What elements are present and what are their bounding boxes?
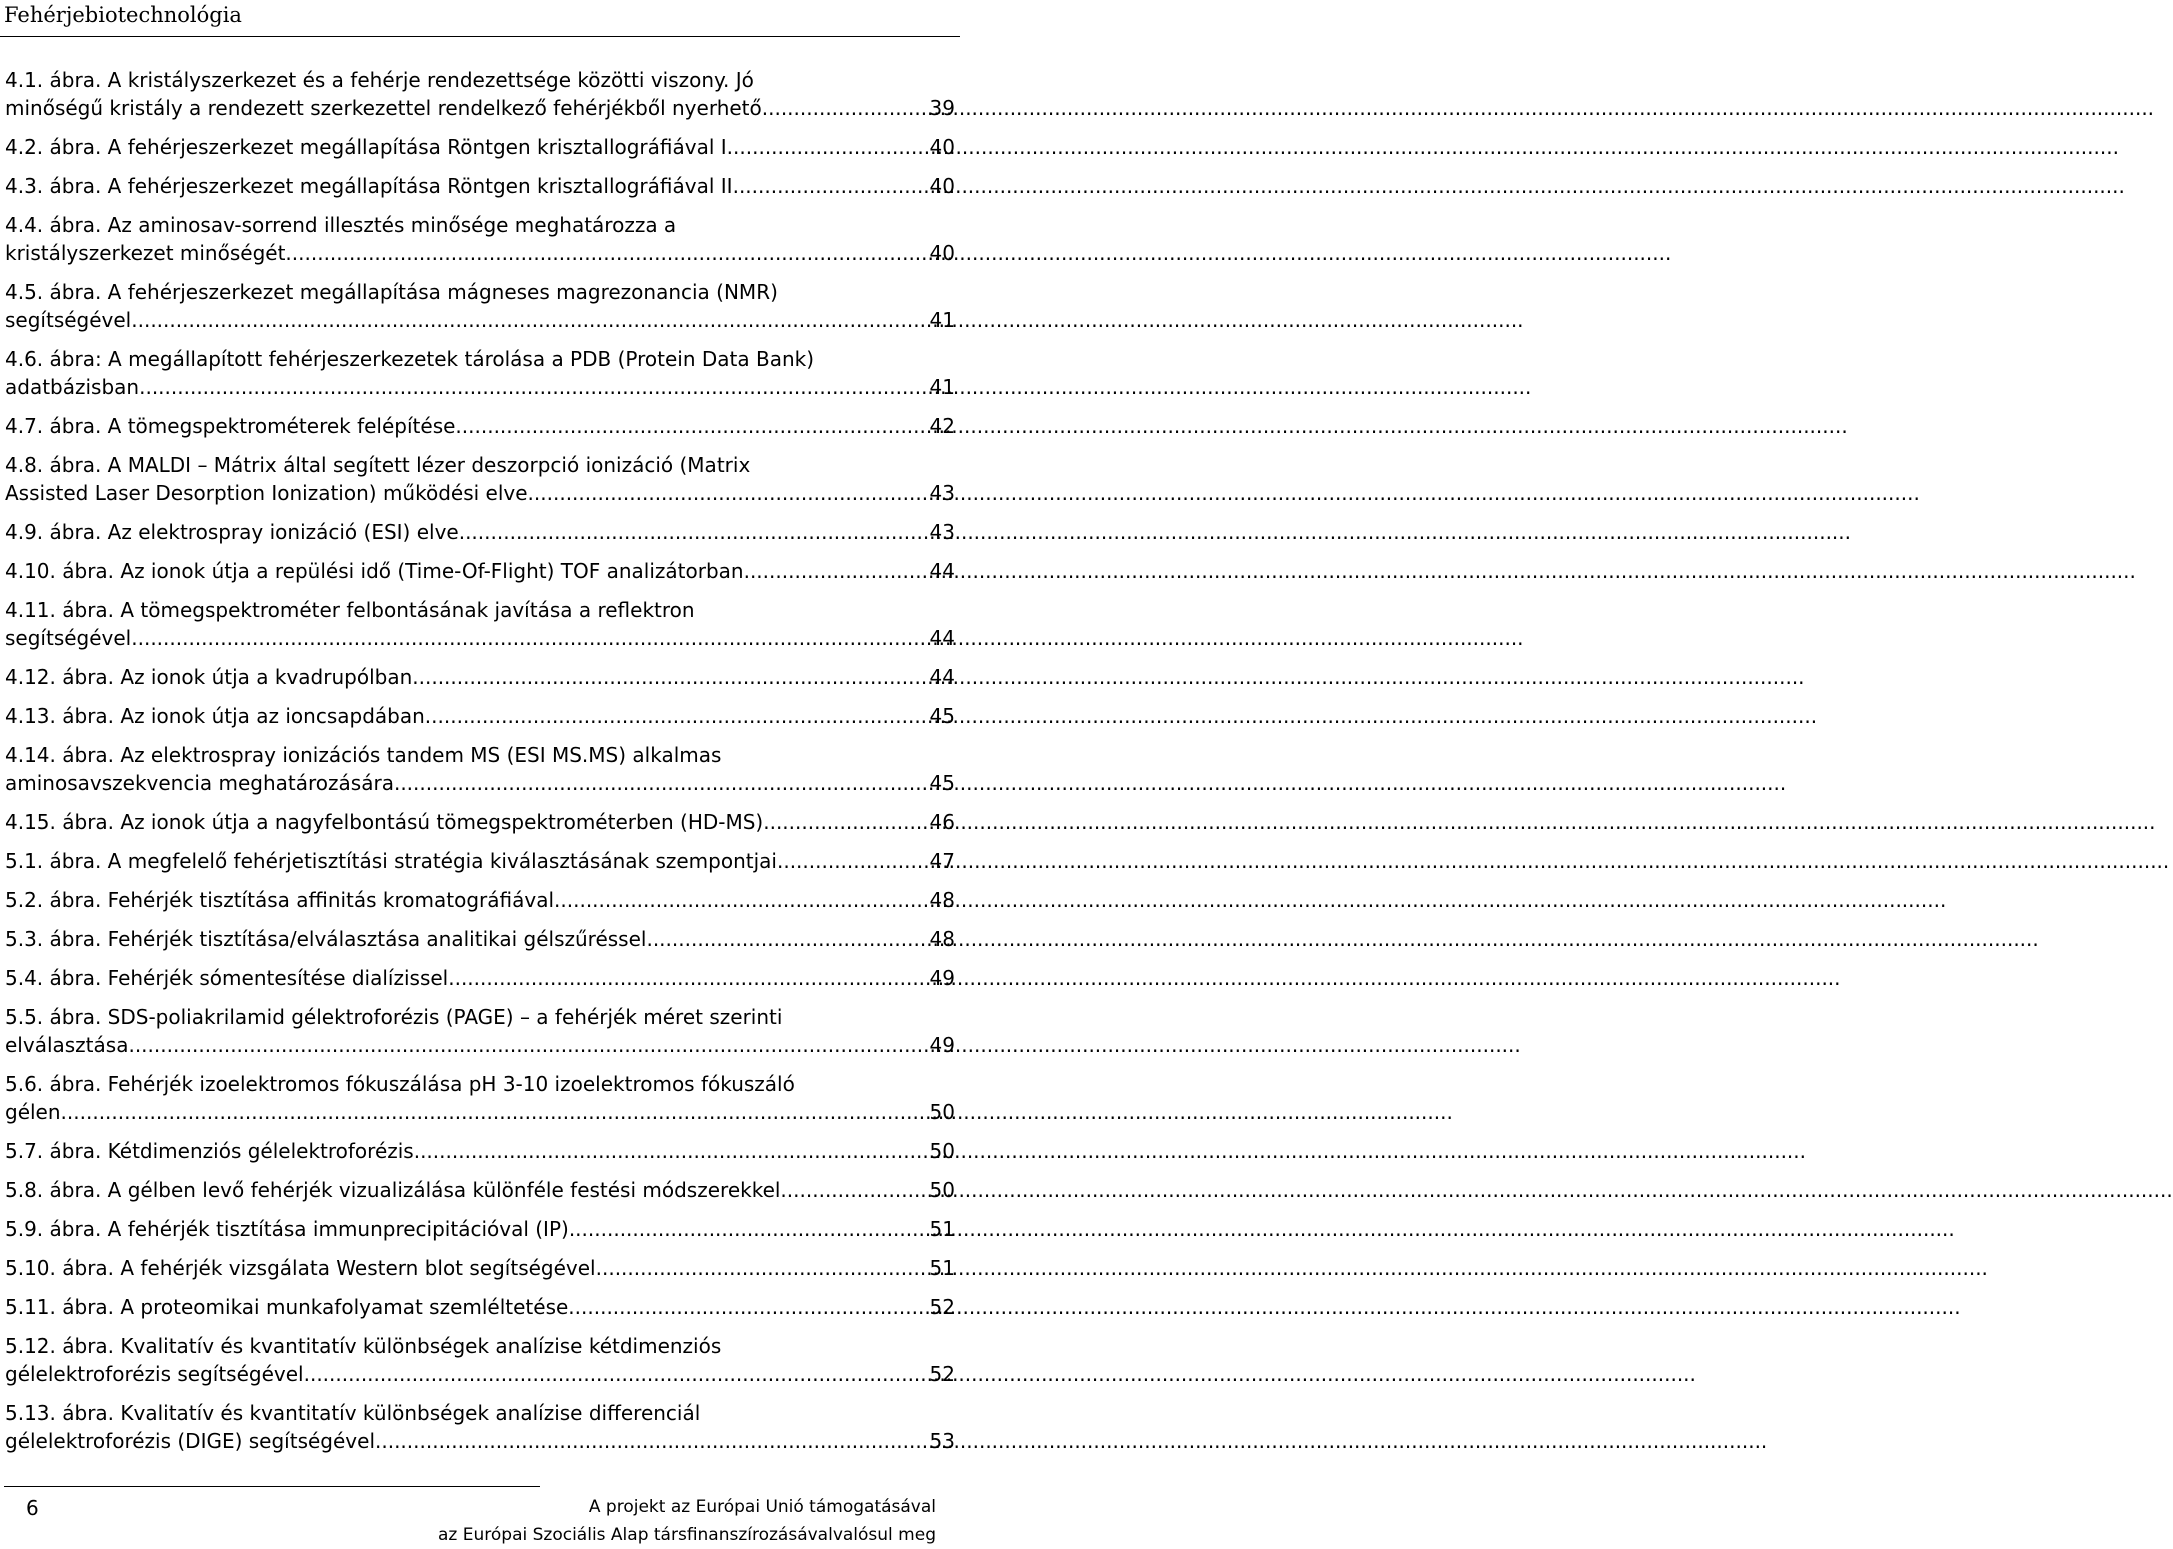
- page-number: 6: [26, 1496, 39, 1520]
- toc-entry[interactable]: [5, 518, 955, 546]
- dot-leader: [138, 624, 928, 652]
- toc-entry-page-number: 45: [929, 771, 955, 795]
- toc-entry-page-number: 51: [929, 1217, 955, 1241]
- toc-entry-leader-line: [5, 769, 955, 797]
- toc-entry-title: 4.3. ábra. A fehérjeszerkezet megállapítása Röntgen krisztallográfiával II.: [5, 174, 739, 198]
- toc-entry-title-line: 5.13. ábra. Kvalitatív és kvantitatív különbségek analízise differenciál: [5, 1401, 701, 1425]
- toc-entry-title-line: 4.5. ábra. A fehérjeszerkezet megállapítása mágneses magrezonancia (NMR): [5, 280, 778, 304]
- dot-leader: [768, 94, 927, 122]
- toc-entry[interactable]: [5, 1332, 955, 1388]
- toc-entry[interactable]: [5, 925, 955, 953]
- footer-line-2: az Európai Szociális Alap társfinanszírozásávalvalósul meg: [438, 1525, 936, 1545]
- dot-leader: [455, 964, 928, 992]
- dot-leader: [420, 1137, 927, 1165]
- toc-entry-leader-line: [5, 1176, 955, 1204]
- toc-entry-page-number: 43: [929, 520, 955, 544]
- dot-leader: [739, 172, 928, 200]
- toc-entry-page-number: 40: [929, 174, 955, 198]
- toc-entry-title-line: 4.6. ábra: A megállapított fehérjeszerkezetek tárolása a PDB (Protein Data Bank): [5, 347, 815, 371]
- dot-leader: [653, 925, 928, 953]
- toc-entry-leader-line: [5, 1215, 955, 1243]
- toc-entry-page-number: 52: [929, 1295, 955, 1319]
- toc-entry-page-number: 47: [929, 849, 955, 873]
- toc-entry[interactable]: [5, 596, 955, 652]
- toc-entry-page-number: 41: [929, 375, 955, 399]
- dot-leader: [310, 1360, 928, 1388]
- toc-entry[interactable]: [5, 847, 955, 875]
- toc-entry-leader-line: [5, 306, 955, 334]
- toc-entry[interactable]: [5, 1070, 955, 1126]
- dot-leader: [733, 133, 928, 161]
- dot-leader: [67, 1098, 928, 1126]
- toc-entry-page-number: 48: [929, 888, 955, 912]
- dot-leader: [135, 1031, 928, 1059]
- toc-entry-leader-line: [5, 557, 955, 585]
- toc-entry-title: 4.10. ábra. Az ionok útja a repülési idő (Time-Of-Flight) TOF analizátorban.: [5, 559, 750, 583]
- toc-entry-title: elválasztása.: [5, 1033, 135, 1057]
- dot-leader: [787, 1176, 928, 1204]
- toc-entry-page-number: 53: [929, 1429, 955, 1453]
- toc-entry[interactable]: [5, 1176, 955, 1204]
- toc-entry-page-number: 44: [929, 665, 955, 689]
- toc-entry-page-number: 40: [929, 135, 955, 159]
- toc-entry-page-number: 46: [929, 810, 955, 834]
- toc-entry-title: 4.9. ábra. Az elektrospray ionizáció (ESI) elve.: [5, 520, 466, 544]
- toc-entry-title: kristályszerkezet minőségét: [5, 241, 286, 265]
- toc-entry-title: Assisted Laser Desorption Ionization) működési elve.: [5, 481, 534, 505]
- toc-entry-title: 4.2. ábra. A fehérjeszerkezet megállapítása Röntgen krisztallográfiával I.: [5, 135, 734, 159]
- toc-entry-title-line: 4.14. ábra. Az elektrospray ionizációs tandem MS (ESI MS.MS) alkalmas: [5, 743, 722, 767]
- toc-entry-title: 5.1. ábra. A megfelelő fehérjetisztítási stratégia kiválasztásának szempontjai.: [5, 849, 784, 873]
- toc-entry-title: adatbázisban.: [5, 375, 146, 399]
- toc-entry-leader-line: [5, 847, 955, 875]
- toc-entry[interactable]: [5, 211, 955, 267]
- toc-entry-leader-line: [5, 1031, 955, 1059]
- toc-entry-title: 5.3. ábra. Fehérjék tisztítása/elválasztása analitikai gélszűréssel.: [5, 927, 653, 951]
- running-header: [0, 0, 960, 42]
- toc-entry-title: aminosavszekvencia meghatározására.: [5, 771, 401, 795]
- toc-entry-leader-line: [5, 964, 955, 992]
- toc-entry-leader-line: [5, 479, 955, 507]
- toc-entry-title: 5.2. ábra. Fehérjék tisztítása affinitás kromatográfiával.: [5, 888, 561, 912]
- dot-leader: [575, 1293, 928, 1321]
- toc-entry-leader-line: [5, 518, 955, 546]
- toc-entry[interactable]: [5, 172, 955, 200]
- toc-entry-title-line: 5.5. ábra. SDS-poliakrilamid gélektroforézis (PAGE) – a fehérjék méret szerinti: [5, 1005, 783, 1029]
- toc-entry-page-number: 50: [929, 1178, 955, 1202]
- toc-entry[interactable]: [5, 1137, 955, 1165]
- toc-entry-title-line: 4.1. ábra. A kristályszerkezet és a fehérje rendezettsége közötti viszony. Jó: [5, 68, 754, 92]
- toc-entry-leader-line: [5, 412, 955, 440]
- dot-leader: [285, 239, 927, 267]
- toc-entry[interactable]: [5, 133, 955, 161]
- toc-entry-page-number: 45: [929, 704, 955, 728]
- toc-entry[interactable]: [5, 278, 955, 334]
- toc-entry-leader-line: [5, 1427, 955, 1455]
- toc-entry[interactable]: [5, 808, 955, 836]
- dot-leader: [560, 886, 927, 914]
- dot-leader: [400, 769, 927, 797]
- dot-leader: [534, 479, 928, 507]
- toc-entry-title: 5.10. ábra. A fehérjék vizsgálata Western blot segítségével.: [5, 1256, 602, 1280]
- toc-entry-leader-line: [5, 1293, 955, 1321]
- toc-entry-leader-line: [5, 1254, 955, 1282]
- dot-leader: [750, 557, 928, 585]
- toc-entry-page-number: 48: [929, 927, 955, 951]
- toc-entry-title: 5.11. ábra. A proteomikai munkafolyamat szemléltetése.: [5, 1295, 575, 1319]
- toc-entry-page-number: 39: [929, 96, 955, 120]
- toc-entry-leader-line: [5, 702, 955, 730]
- toc-entry-leader-line: [5, 94, 955, 122]
- toc-entry[interactable]: [5, 451, 955, 507]
- header-rule: [0, 36, 960, 37]
- toc-entry[interactable]: [5, 1293, 955, 1321]
- toc-entry-leader-line: [5, 925, 955, 953]
- toc-entry-leader-line: [5, 373, 955, 401]
- toc-entry-title: gélelektroforézis segítségével.: [5, 1362, 310, 1386]
- dot-leader: [431, 702, 927, 730]
- toc-entry[interactable]: [5, 1215, 955, 1243]
- toc-entry-title: 4.13. ábra. Az ionok útja az ioncsapdában.: [5, 704, 432, 728]
- toc-entry-title-line: 5.12. ábra. Kvalitatív és kvantitatív különbségek analízise kétdimenziós: [5, 1334, 722, 1358]
- toc-entry-leader-line: [5, 808, 955, 836]
- toc-entry-page-number: 49: [929, 1033, 955, 1057]
- toc-entry-title-line: 4.11. ábra. A tömegspektrométer felbontásának javítása a reflektron: [5, 598, 695, 622]
- toc-entry-page-number: 44: [929, 626, 955, 650]
- toc-entry-title: 4.15. ábra. Az ionok útja a nagyfelbontású tömegspektrométerben (HD-MS).: [5, 810, 770, 834]
- toc-entry-title: 4.12. ábra. Az ionok útja a kvadrupólban.: [5, 665, 419, 689]
- toc-entry-page-number: 50: [929, 1100, 955, 1124]
- toc-entry-leader-line: [5, 172, 955, 200]
- dot-leader: [138, 306, 928, 334]
- toc-entry[interactable]: [5, 964, 955, 992]
- toc-entry[interactable]: [5, 345, 955, 401]
- toc-entry[interactable]: [5, 741, 955, 797]
- toc-entry-title-line: 4.8. ábra. A MALDI – Mátrix által segített lézer deszorpció ionizáció (Matrix: [5, 453, 751, 477]
- toc-entry-leader-line: [5, 1137, 955, 1165]
- toc-entry-title: gélelektroforézis (DIGE) segítségével.: [5, 1429, 382, 1453]
- toc-entry[interactable]: [5, 1254, 955, 1282]
- toc-entry-leader-line: [5, 624, 955, 652]
- toc-entry-title: 4.7. ábra. A tömegspektrométerek felépítése.: [5, 414, 462, 438]
- dot-leader: [602, 1254, 928, 1282]
- toc-entry[interactable]: [5, 663, 955, 691]
- toc-entry[interactable]: [5, 412, 955, 440]
- toc-entry-title: segítségével.: [5, 308, 138, 332]
- toc-entry[interactable]: [5, 66, 955, 122]
- header-title: Fehérjebiotechnológia: [4, 3, 242, 27]
- toc-entry[interactable]: [5, 557, 955, 585]
- toc-entry-page-number: 49: [929, 966, 955, 990]
- toc-entry[interactable]: [5, 702, 955, 730]
- toc-entry-title-line: 5.6. ábra. Fehérjék izoelektromos fókuszálása pH 3-10 izoelektromos fókuszáló: [5, 1072, 795, 1096]
- toc-entry-title: 5.4. ábra. Fehérjék sómentesítése dialízissel.: [5, 966, 455, 990]
- footer-rule: [4, 1486, 540, 1487]
- toc-entry-title: gélen.: [5, 1100, 67, 1124]
- toc-entry-page-number: 42: [929, 414, 955, 438]
- toc-entry-page-number: 40: [929, 241, 955, 265]
- toc-entry-leader-line: [5, 886, 955, 914]
- toc-entry-leader-line: [5, 239, 955, 267]
- dot-leader: [462, 412, 928, 440]
- dot-leader: [569, 1215, 928, 1243]
- toc-entry-title: minőségű kristály a rendezett szerkezettel rendelkező fehérjékből nyerhető.: [5, 96, 769, 120]
- toc-entry-leader-line: [5, 1360, 955, 1388]
- dot-leader: [419, 663, 928, 691]
- dot-leader: [783, 847, 927, 875]
- toc-entry-leader-line: [5, 1098, 955, 1126]
- dot-leader: [465, 518, 927, 546]
- toc-entry-page-number: 51: [929, 1256, 955, 1280]
- dot-leader: [770, 808, 928, 836]
- footer-line-1: A projekt az Európai Unió támogatásával: [588, 1497, 936, 1517]
- toc-entry-leader-line: [5, 663, 955, 691]
- toc-entry-title: segítségével.: [5, 626, 138, 650]
- toc-entry-title-line: 4.4. ábra. Az aminosav-sorrend illesztés minősége meghatározza a: [5, 213, 677, 237]
- toc-entry[interactable]: [5, 1399, 955, 1455]
- toc-entry[interactable]: [5, 1003, 955, 1059]
- footer-funding-note: [438, 1493, 936, 1549]
- toc-entry-title: 5.8. ábra. A gélben levő fehérjék vizualizálása különféle festési módszerekkel.: [5, 1178, 787, 1202]
- toc-entry-page-number: 41: [929, 308, 955, 332]
- toc-entry-page-number: 43: [929, 481, 955, 505]
- dot-leader: [381, 1427, 927, 1455]
- toc-entry-page-number: 52: [929, 1362, 955, 1386]
- toc-entry[interactable]: [5, 886, 955, 914]
- toc-entry-leader-line: [5, 133, 955, 161]
- toc-entry-title: 5.9. ábra. A fehérjék tisztítása immunprecipitációval (IP): [5, 1217, 569, 1241]
- toc-entry-page-number: 50: [929, 1139, 955, 1163]
- dot-leader: [145, 373, 927, 401]
- toc-entry-title: 5.7. ábra. Kétdimenziós gélelektroforézis.: [5, 1139, 421, 1163]
- toc-entry-page-number: 44: [929, 559, 955, 583]
- list-of-figures: [5, 66, 955, 1455]
